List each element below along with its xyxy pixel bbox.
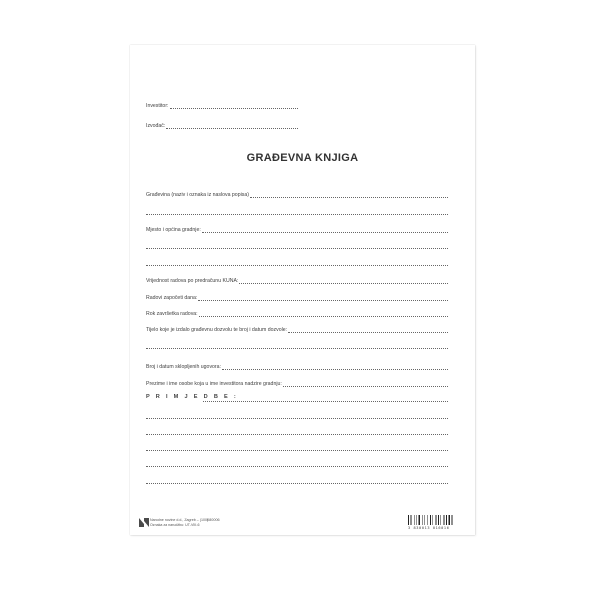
- building-label: Građevina (naziv i oznaka iz naslova popisa): [146, 192, 249, 198]
- building-field[interactable]: [146, 193, 448, 198]
- start-date-field[interactable]: [146, 296, 448, 301]
- contractor-label: Izvođač:: [146, 123, 166, 129]
- remarks-label: P R I M J E D B E :: [146, 394, 239, 400]
- start-date-line: [198, 300, 448, 301]
- remarks-line-5[interactable]: [146, 466, 448, 467]
- permit-label: Tijelo koje je izdalo građevnu dozvolu te broj i datum dozvole:: [146, 327, 288, 333]
- permit-field[interactable]: [146, 328, 448, 333]
- remarks-line-4[interactable]: [146, 450, 448, 451]
- deadline-label: Rok završetka radova:: [146, 311, 198, 317]
- barcode-image: [408, 515, 460, 525]
- contract-field[interactable]: [146, 365, 448, 370]
- value-line: [239, 283, 448, 284]
- publisher-logo-icon: [139, 518, 149, 527]
- investor-label: Investitor:: [146, 103, 169, 109]
- deadline-line: [199, 316, 448, 317]
- remarks-line-3[interactable]: [146, 434, 448, 435]
- investor-line: [170, 108, 299, 109]
- investor-field[interactable]: [146, 104, 298, 109]
- supervisor-line: [283, 386, 448, 387]
- remarks-line-1[interactable]: [203, 401, 448, 402]
- remarks-line-6[interactable]: [146, 483, 448, 484]
- start-date-label: Radovi započeti dana:: [146, 295, 198, 301]
- contractor-line: [166, 128, 298, 129]
- contract-label: Broj i datum sklopljenih ugovora:: [146, 364, 221, 370]
- location-label: Mjesto i općina gradnje:: [146, 227, 201, 233]
- remarks-line-2[interactable]: [146, 418, 448, 419]
- deadline-field[interactable]: [146, 312, 448, 317]
- supervisor-field[interactable]: [146, 382, 448, 387]
- barcode-number: 3 830013 016016: [408, 526, 450, 530]
- location-line-3[interactable]: [146, 265, 448, 266]
- building-line-2[interactable]: [146, 214, 448, 215]
- location-field[interactable]: [146, 228, 448, 233]
- value-field[interactable]: [146, 279, 448, 284]
- permit-line: [288, 332, 448, 333]
- contractor-field[interactable]: [146, 124, 298, 129]
- supervisor-label: Prezime i ime osobe koja u ime investitora nadzire gradnju:: [146, 381, 282, 387]
- page-title: GRAĐEVNA KNJIGA: [246, 152, 359, 164]
- location-line: [202, 232, 448, 233]
- publisher-info: [150, 518, 208, 528]
- publisher-line-2: Oznaka za narudžbu: UT-VIII-6: [150, 522, 200, 527]
- publisher-line-1: Narodne novine d.d., Zagreb – (100): [150, 518, 209, 522]
- building-line: [250, 197, 448, 198]
- value-label: Vrijednost radova po predračunu KUNA:: [146, 278, 239, 284]
- location-line-2[interactable]: [146, 248, 448, 249]
- form-code: 080006: [207, 518, 220, 522]
- form-page: [130, 45, 475, 535]
- contract-line: [222, 369, 448, 370]
- permit-line-2[interactable]: [146, 348, 448, 349]
